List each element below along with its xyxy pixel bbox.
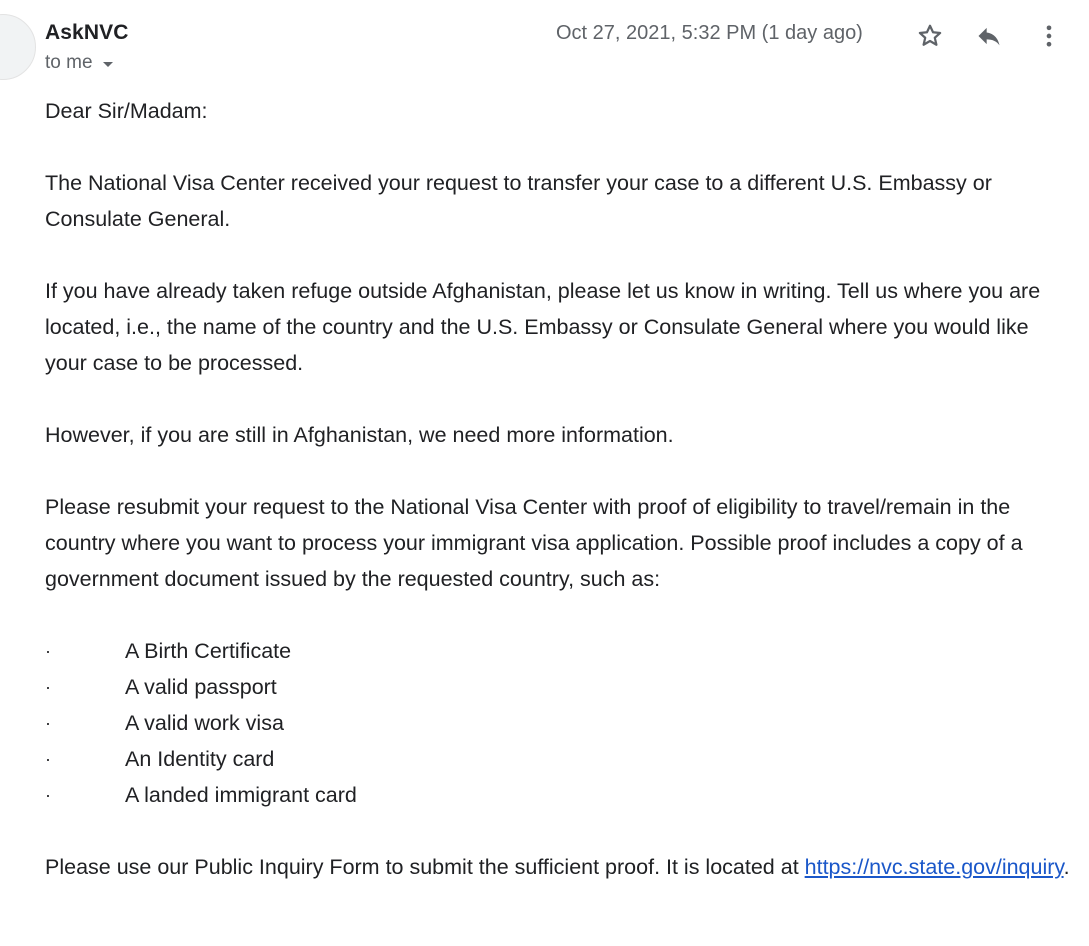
list-item-text: A Birth Certificate bbox=[125, 639, 292, 663]
body-paragraph: The National Visa Center received your request to transfer your case to a different U.S. Embassy or Consulate General. bbox=[45, 171, 992, 231]
list-item bbox=[45, 669, 1075, 705]
recipient-details-toggle[interactable] bbox=[45, 52, 113, 74]
recipient-label: to me bbox=[45, 52, 93, 73]
reply-button[interactable] bbox=[971, 18, 1007, 54]
list-item-text: A landed immigrant card bbox=[125, 783, 357, 807]
email-timestamp: Oct 27, 2021, 5:32 PM (1 day ago) bbox=[556, 22, 863, 44]
bullet-icon: · bbox=[45, 677, 51, 697]
list-item bbox=[45, 633, 1075, 669]
more-vert-icon bbox=[1035, 22, 1063, 50]
more-options-button[interactable] bbox=[1031, 18, 1067, 54]
greeting: Dear Sir/Madam: bbox=[45, 99, 208, 123]
reply-icon bbox=[975, 22, 1003, 50]
list-item bbox=[45, 777, 1075, 813]
list-item-text: An Identity card bbox=[125, 747, 275, 771]
bullet-icon: · bbox=[45, 713, 51, 733]
star-button[interactable] bbox=[912, 18, 948, 54]
list-item-text: A valid passport bbox=[125, 675, 277, 699]
bullet-icon: · bbox=[45, 785, 51, 805]
bullet-icon: · bbox=[45, 641, 51, 661]
chevron-down-icon bbox=[103, 62, 113, 67]
email-header bbox=[45, 18, 1089, 78]
inquiry-link[interactable]: https://nvc.state.gov/inquiry bbox=[804, 855, 1064, 879]
body-paragraph: However, if you are still in Afghanistan, we need more information. bbox=[45, 423, 674, 447]
bullet-icon: · bbox=[45, 749, 51, 769]
list-item bbox=[45, 705, 1075, 741]
document-list bbox=[45, 633, 1075, 813]
closing-period: . bbox=[1063, 855, 1070, 879]
sender-name[interactable]: AskNVC bbox=[45, 21, 129, 44]
body-paragraph: If you have already taken refuge outside Afghanistan, please let us know in writing. Tell us where you are located, i.e., the name of the country and the U.S. Embassy or Consulate General where you would like your case to be processed. bbox=[45, 279, 1041, 375]
list-item-text: A valid work visa bbox=[125, 711, 284, 735]
star-icon bbox=[916, 22, 944, 50]
email-body bbox=[45, 93, 1075, 921]
list-item bbox=[45, 741, 1075, 777]
body-paragraph: Please resubmit your request to the National Visa Center with proof of eligibility to travel/remain in the country where you want to process your immigrant visa application. Possible proof includes a copy of a government document issued by the requested country, such as: bbox=[45, 495, 1023, 591]
closing-paragraph bbox=[45, 849, 1075, 885]
sender-avatar[interactable] bbox=[0, 14, 36, 80]
closing-text: Please use our Public Inquiry Form to submit the sufficient proof. It is located at bbox=[45, 855, 805, 879]
